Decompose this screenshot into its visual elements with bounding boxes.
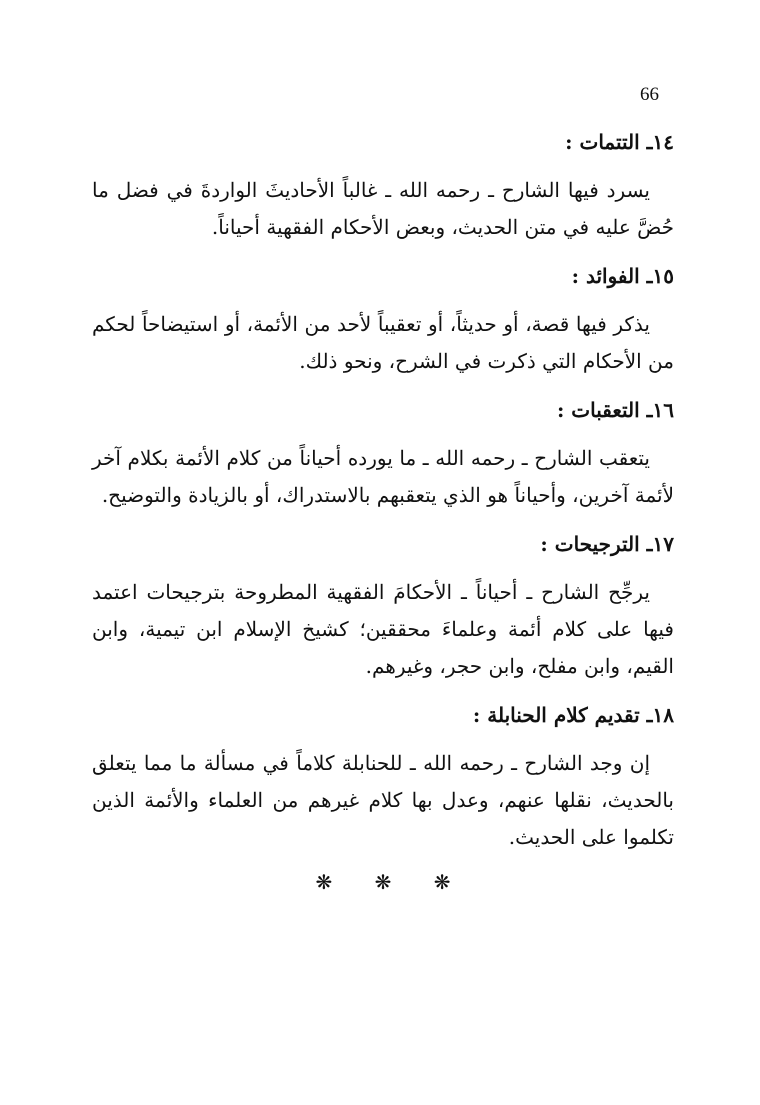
section-heading: ١٤ـ التتمات :: [565, 130, 674, 154]
section-15: [92, 260, 674, 380]
page-number: 66: [640, 84, 659, 105]
section-14: [92, 126, 674, 246]
section-paragraph: يرجِّح الشارح ـ أحياناً ـ الأحكامَ الفقهية المطروحة بترجيحات اعتمد فيها على كلام أئمة وعلماءَ محققين؛ كشيخ الإسلام ابن تيمية، وابن القيم، وابن مفلح، وابن حجر، وغيرهم.: [92, 580, 674, 678]
section-paragraph: يسرد فيها الشارح ـ رحمه الله ـ غالباً الأحاديثَ الواردةَ في فضل ما حُضَّ عليه في متن الحديث، وبعض الأحكام الفقهية أحياناً.: [92, 178, 674, 239]
section-heading: ١٦ـ التعقبات :: [556, 398, 674, 422]
section-heading: ١٧ـ الترجيحات :: [540, 532, 674, 556]
section-16: [92, 394, 674, 514]
section-separator: ❋ ❋ ❋: [315, 870, 469, 894]
section-17: [92, 528, 674, 685]
section-heading: ١٨ـ تقديم كلام الحنابلة :: [472, 703, 674, 727]
section-paragraph: يتعقب الشارح ـ رحمه الله ـ ما يورده أحياناً من كلام الأئمة بكلام آخر لأئمة آخرين، وأحياناً هو الذي يتعقبهم بالاستدراك، أو بالزيادة والتوضيح.: [92, 446, 674, 507]
section-18: [92, 699, 674, 856]
section-paragraph: يذكر فيها قصة، أو حديثاً، أو تعقيباً لأحد من الأئمة، أو استيضاحاً لحكم من الأحكام التي ذكرت في الشرح، ونحو ذلك.: [92, 312, 674, 373]
page-content: [92, 126, 674, 894]
section-paragraph: إن وجد الشارح ـ رحمه الله ـ للحنابلة كلاماً في مسألة ما مما يتعلق بالحديث، نقلها عنهم، وعدل بها كلام غيرهم من العلماء والأئمة الذين تكلموا على الحديث.: [92, 751, 674, 849]
section-heading: ١٥ـ الفوائد :: [571, 264, 674, 288]
